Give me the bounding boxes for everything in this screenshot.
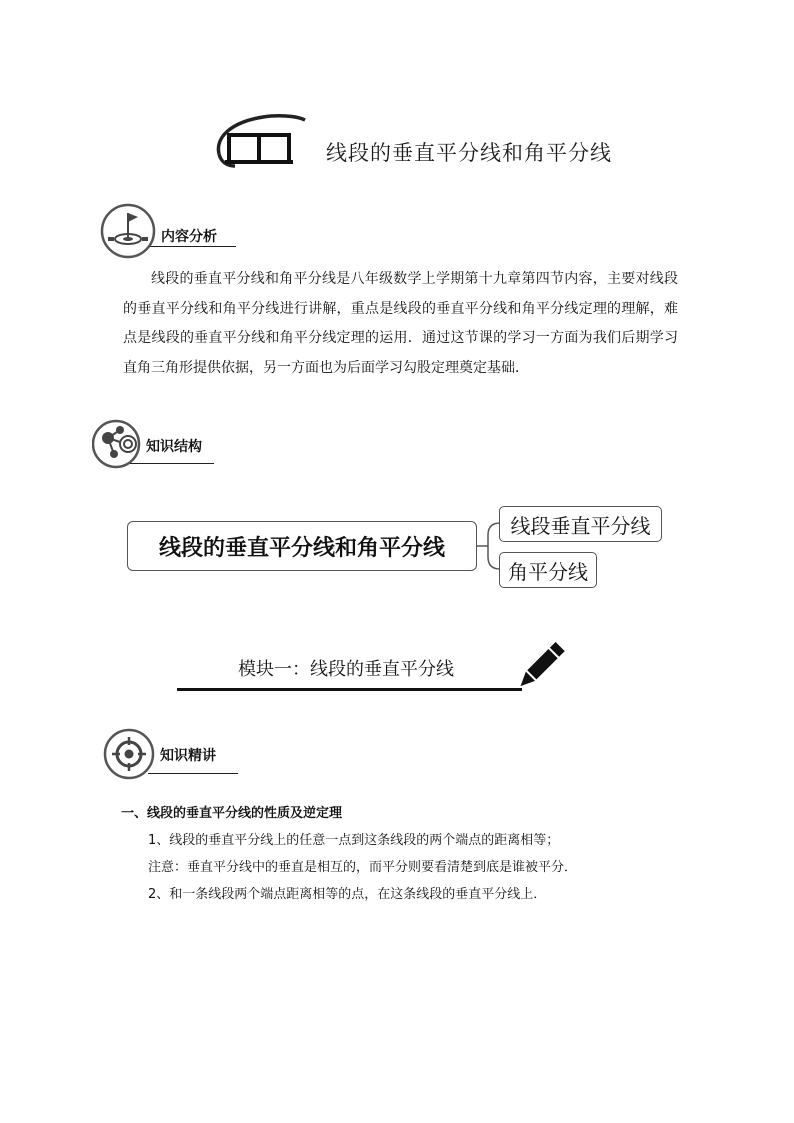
flag-target-icon xyxy=(100,203,156,259)
open-book-icon xyxy=(213,108,313,168)
section-underline xyxy=(130,463,214,464)
list-item: 1、线段的垂直平分线上的任意一点到这条线段的两个端点的距离相等； xyxy=(148,833,560,848)
mindmap-main-node: 线段的垂直平分线和角平分线 xyxy=(127,521,477,571)
module-heading: 模块一：线段的垂直平分线 xyxy=(238,659,454,680)
pencil-icon xyxy=(514,640,566,696)
list-item: 2、和一条线段两个端点距离相等的点，在这条线段的垂直平分线上． xyxy=(148,887,547,902)
section-underline xyxy=(148,773,238,774)
section-underline xyxy=(150,246,236,247)
section-label-content-analysis: 内容分析 xyxy=(161,229,217,245)
section-label-knowledge-explain: 知识精讲 xyxy=(160,748,216,764)
module-underline xyxy=(177,688,522,691)
note-text: 注意：垂直平分线中的垂直是相互的，而平分则要看清楚到底是谁被平分． xyxy=(148,860,578,875)
page-title: 线段的垂直平分线和角平分线 xyxy=(326,141,612,165)
subsection-heading: 一、线段的垂直平分线的性质及逆定理 xyxy=(121,806,343,821)
target-crosshair-icon xyxy=(103,727,159,783)
content-analysis-paragraph xyxy=(123,265,678,383)
paragraph-text: 线段的垂直平分线和角平分线是八年级数学上学期第十九章第四节内容，主要对线段的垂直平分线和角平分线进行讲解，重点是线段的垂直平分线和角平分线定理的理解，难点是线段的垂直平分线和角平分线定理的运用．通过这节课的学习一方面为我们后期学习直角三角形提供依据，另一方面也为后面学习勾股定理奠定基础． xyxy=(123,271,678,376)
mindmap-child-node-1: 线段垂直平分线 xyxy=(499,506,662,542)
mindmap-child-node-2: 角平分线 xyxy=(499,552,597,588)
section-label-knowledge-structure: 知识结构 xyxy=(146,439,202,455)
